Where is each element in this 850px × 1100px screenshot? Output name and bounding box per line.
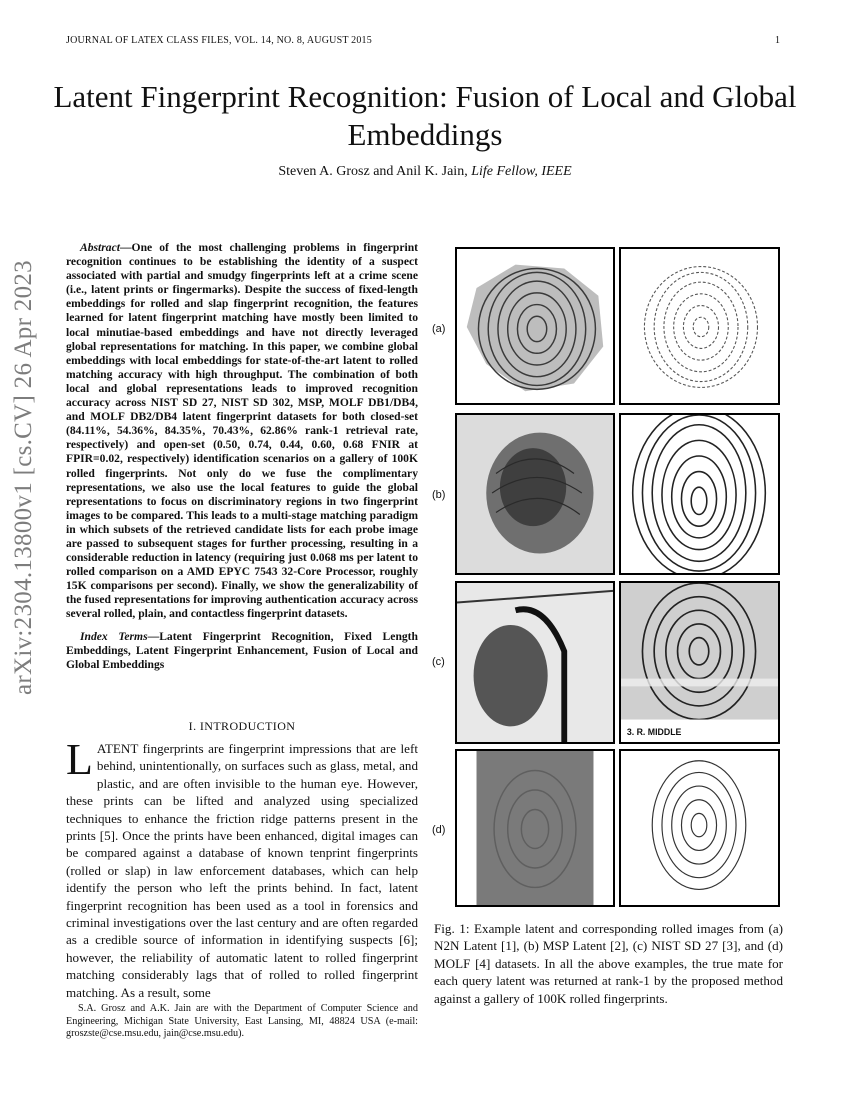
row-label-d: (d) xyxy=(432,824,446,836)
abstract xyxy=(66,241,418,672)
latent-image-c xyxy=(455,581,615,744)
introduction-paragraph xyxy=(66,735,418,1001)
abstract-label: Abstract xyxy=(80,241,120,254)
figure-caption: Fig. 1: Example latent and corresponding rolled images from (a) N2N Latent [1], (b) MSP Latent [2], (c) NIST SD 27 [3], and (d) MOLF [4] datasets. In all the above examples, the true mate for each query latent was returned at rank-1 by the proposed method against a gallery of 100K rolled fingerprints. xyxy=(434,921,783,1006)
latent-image-b xyxy=(455,413,615,575)
latent-image-d xyxy=(455,749,615,907)
section-heading: I. INTRODUCTION xyxy=(188,719,296,733)
footnote-text: S.A. Grosz and A.K. Jain are with the Department of Computer Science and Engineering, Michigan State University, East Lansing, MI, 48824 USA (e-mail: groszste@cse.msu.edu, jain@cse.msu.edu). xyxy=(66,1003,418,1039)
row-label-a: (a) xyxy=(432,323,446,335)
author-footnote xyxy=(66,1003,418,1041)
rolled-image-d xyxy=(619,749,780,907)
rolled-image-a xyxy=(619,247,780,405)
paper-title: Latent Fingerprint Recognition: Fusion of Local and Global Embeddings xyxy=(53,79,797,152)
row-label-c: (c) xyxy=(432,656,445,668)
finger-position-label: 3. R. MIDDLE xyxy=(626,727,682,738)
author-line xyxy=(40,164,810,180)
abstract-text: —One of the most challenging problems in fingerprint recognition continues to be establishing the identity of a suspect associated with partial and smudgy fingerprints left at a crime scene (i.e., latent prints or fingermarks). Despite the success of fixed-length embeddings for rolled and slap fingerprint recognition, the features learned for latent fingerprint matching have mostly been limited to local minutiae-based embeddings and have not directly leveraged global representations for matching. In this paper, we combine global embeddings with local embeddings for state-of-the-art latent to rolled matching accuracy with high throughput. The combination of both local and global representations leads to improved recognition accuracy across NIST SD 27, NIST SD 302, MSP, MOLF DB1/DB4, and MOLF DB2/DB4 latent fingerprint datasets for both closed-set (84.11%, 54.36%, 84.35%, 70.43%, 62.86% rank-1 retrieval rate, respectively) and open-set (0.50, 0.74, 0.44, 0.60, 0.68 FNIR at FPIR=0.02, respectively) identification scenarios on a gallery of 100K rolled fingerprints. Not only do we fuse the complimentary representations, we also use the local features to guide the global representations to focus on discriminatory regions in two fingerprint images to be compared. This leads to a multi-stage matching paradigm in which subsets of the retrieved candidate lists for each probe image are passed to subsequent stages for further processing, resulting in a considerable reduction in latency (requiring just 0.068 ms per latent to rolled comparison on a AMD EPYC 7543 32-Core Processor, roughly 15K comparisons per second). Finally, we show the generalizability of the fused representations for improving authentication accuracy across several rolled, plain, and contactless fingerprint datasets. xyxy=(66,241,418,621)
intro-first-word: ATENT xyxy=(96,741,139,756)
rolled-image-b xyxy=(619,413,780,575)
page-number: 1 xyxy=(775,35,780,46)
author-affiliation: Life Fellow, IEEE xyxy=(471,164,572,179)
figure-1 xyxy=(432,247,782,907)
intro-text: fingerprints are fingerprint impressions that are left behind, unintentionally, on surfaces such as glass, metal, and plastic, and are often invisible to the human eye. However, these prints can be lifted and analyzed using specialized techniques to enhance the friction ridge patterns present in the prints [5]. Once the prints have been enhanced, digital images can be compared against a database of known tenprint fingerprints (rolled or slap) in law enforcement databases, which can help identify the person who left the prints behind. In fact, latent fingerprint recognition has been used as a tool in forensics and criminal investigations over the last century and are often regarded as a credible source of information in identifying suspects [6]; however, the reliability of automatic latent to rolled fingerprint matching considerably lags that of rolled to rolled fingerprint matching. As a result, some xyxy=(66,741,418,1000)
index-terms-label: Index Terms xyxy=(80,629,148,643)
row-label-b: (b) xyxy=(432,489,446,501)
index-terms-text: —Latent Fingerprint Recognition, Fixed Length Embeddings, Latent Fingerprint Enhancement, Fusion of Local and Global Embeddings xyxy=(66,629,418,671)
drop-cap: L xyxy=(66,735,93,784)
author-names: Steven A. Grosz and Anil K. Jain, xyxy=(278,164,472,179)
rolled-image-c xyxy=(619,581,780,744)
arxiv-identifier: arXiv:2304.13800v1 [cs.CV] 26 Apr 2023 xyxy=(10,260,37,695)
latent-image-a xyxy=(455,247,615,405)
running-head: JOURNAL OF LATEX CLASS FILES, VOL. 14, NO. 8, AUGUST 2015 xyxy=(66,35,372,46)
